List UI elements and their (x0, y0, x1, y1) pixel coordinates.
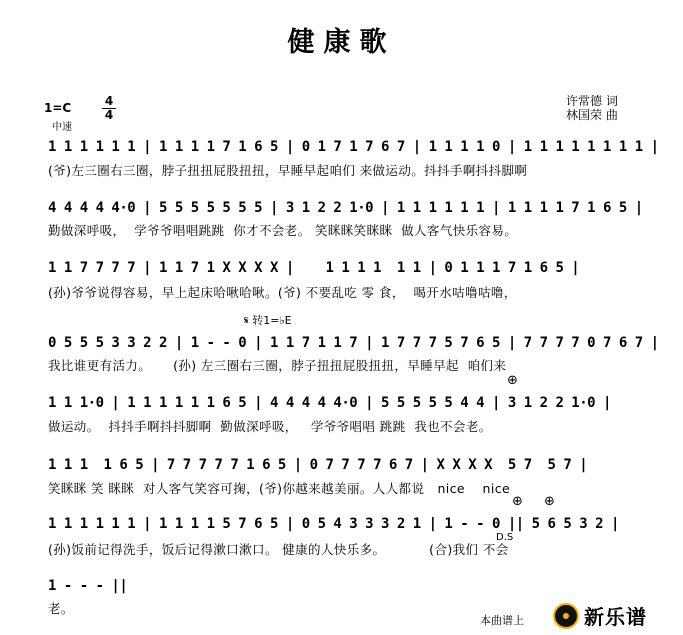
coda-mark-3: ⊕ (544, 494, 555, 509)
lyrics-line-2: 勤做深呼吸， 学爷爷唱唱跳跳 你才不会老。 笑眯眯笑眯眯 做人客气快乐容易。 (48, 223, 518, 238)
modulation-mark: 𝄋 转1=♭E (244, 314, 292, 327)
notation-line-7: 1 1 1 1 1 1 | 1 1 1 1 5 7 6 5 | 0 5 4 3 3 3 2 1 | 1 - - 0 || 5 6 5 3 2 | (48, 516, 619, 532)
credits (566, 94, 618, 122)
coda-mark-1: ⊕ (507, 373, 518, 388)
lyrics-line-1: (爷)左三圈右三圈，脖子扭扭屁股扭扭，早睡早起咱们 来做运动。抖抖手啊抖抖脚啊 (48, 163, 528, 178)
lyrics-line-4: 我比谁更有活力。 (孙) 左三圈右三圈，脖子扭扭屁股扭扭，早睡早起 咱们来 (48, 358, 507, 373)
notation-line-2: 4 4 4 4 4·0 | 5 5 5 5 5 5 5 | 3 1 2 2 1·0 | 1 1 1 1 1 1 | 1 1 1 1 7 1 6 5 | (48, 200, 643, 216)
logo-text: 新乐谱 (584, 605, 647, 629)
notation-line-6: 1 1 1 1 6 5 | 7 7 7 7 7 1 6 5 | 0 7 7 7 7 6 7 | X X X X 5 7 5 7 | (48, 457, 588, 473)
tempo-marking: 中速 (52, 122, 72, 133)
site-logo[interactable] (553, 601, 647, 630)
time-signature-top: 4 (104, 94, 114, 108)
lyrics-line-5: 做运动。 抖抖手啊抖抖脚啊 勤做深呼吸， 学爷爷唱唱 跳跳 我也不会老。 (48, 419, 492, 434)
lyrics-line-7: (孙)饭前记得洗手，饭后记得漱口漱口。 健康的人快乐多。 (合)我们 不会 (48, 542, 509, 557)
notation-line-1: 1 1 1 1 1 1 | 1 1 1 1 7 1 6 5 | 0 1 7 1 7 6 7 | 1 1 1 1 0 | 1 1 1 1 1 1 1 1 | (48, 139, 659, 155)
notation-line-4: 0 5 5 5 3 3 2 2 | 1 - - 0 | 1 1 7 1 1 7 | 1 7 7 7 5 7 6 5 | 7 7 7 7 0 7 6 7 | (48, 335, 659, 351)
time-signature-bottom: 4 (104, 108, 114, 122)
notation-line-5: 1 1 1·0 | 1 1 1 1 1 1 6 5 | 4 4 4 4 4·0 | 5 5 5 5 5 4 4 | 3 1 2 2 1·0 | (48, 395, 611, 411)
lyrics-line-3: (孙)爷爷说得容易，早上起床哈啾哈啾。(爷) 不要乱吃 零 食， 喝开水咕噜咕噜， (48, 285, 517, 300)
ds-mark: D.S (496, 532, 514, 543)
coda-mark-2: ⊕ (512, 494, 523, 509)
lyricist-credit: 许常德 词 (566, 94, 618, 108)
record-disc-icon (553, 603, 579, 629)
time-signature (102, 96, 116, 121)
notation-line-8: 1 - - - || (48, 578, 128, 594)
lyrics-line-6: 笑眯眯 笑 眯眯 对人客气笑容可掬，(爷)你越来越美丽。人人都说 nice nice (48, 481, 511, 496)
composer-credit: 林国荣 曲 (566, 108, 618, 122)
notation-line-3: 1 1 7 7 7 7 | 1 1 7 1 X X X X | 1 1 1 1 1 1 | 0 1 1 1 7 1 6 5 | (48, 260, 580, 276)
source-text: 本曲谱上 (480, 614, 524, 627)
song-title: 健康歌 (287, 27, 396, 58)
key-signature: 1=C (44, 101, 72, 115)
lyrics-line-8: 老。 (48, 601, 74, 616)
